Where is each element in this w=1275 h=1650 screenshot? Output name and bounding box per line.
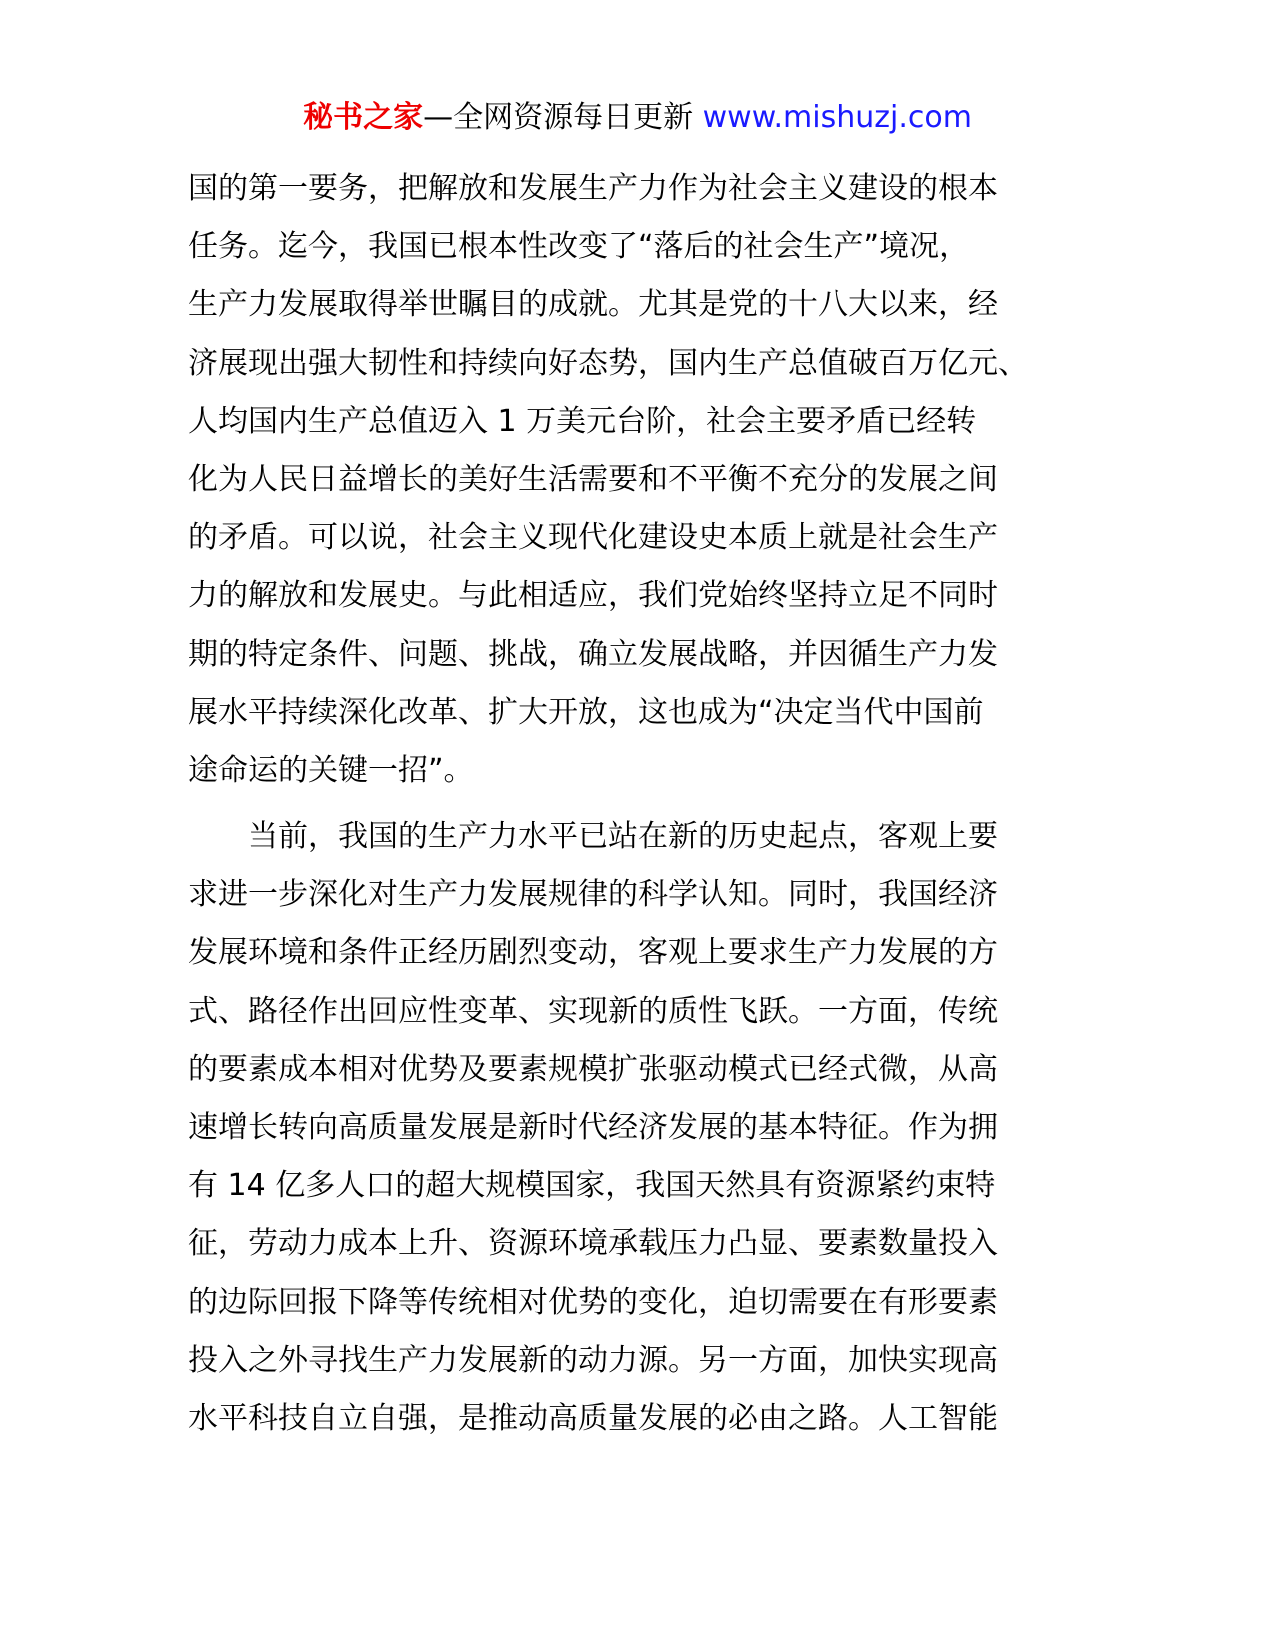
paragraph	[188, 160, 1088, 800]
text-line: 当前，我国的生产力水平已站在新的历史起点，客观上要	[188, 819, 998, 855]
text-line: 途命运的关键一招”。	[188, 752, 474, 788]
text-line: 济展现出强大韧性和持续向好态势，国内生产总值破百万亿元、	[188, 345, 1028, 381]
site-header	[0, 96, 1275, 140]
text-line: 力的解放和发展史。与此相适应，我们党始终坚持立足不同时	[188, 578, 998, 614]
text-line: 展水平持续深化改革、扩大开放，这也成为“决定当代中国前	[188, 694, 984, 730]
paragraph-spacer	[188, 800, 1088, 808]
text-line: 人均国内生产总值迈入 1 万美元台阶，社会主要矛盾已经转	[188, 403, 977, 439]
site-brand: 秘书之家	[303, 100, 424, 135]
text-line: 的边际回报下降等传统相对优势的变化，迫切需要在有形要素	[188, 1284, 998, 1320]
text-line: 国的第一要务，把解放和发展生产力作为社会主义建设的根本	[188, 171, 998, 206]
text-line: 的矛盾。可以说，社会主义现代化建设史本质上就是社会生产	[188, 520, 998, 556]
text-line: 征，劳动力成本上升、资源环境承载压力凸显、要素数量投入	[188, 1226, 998, 1262]
text-line: 求进一步深化对生产力发展规律的科学认知。同时，我国经济	[188, 877, 998, 913]
text-line: 投入之外寻找生产力发展新的动力源。另一方面，加快实现高	[188, 1342, 998, 1378]
site-url-link[interactable]: www.mishuzj.com	[702, 100, 972, 135]
site-tagline: —全网资源每日更新	[423, 100, 694, 135]
text-line: 发展环境和条件正经历剧烈变动，客观上要求生产力发展的方	[188, 935, 998, 971]
text-line: 任务。迄今，我国已根本性改变了“落后的社会生产”境况，	[188, 229, 970, 265]
text-line: 期的特定条件、问题、挑战，确立发展战略，并因循生产力发	[188, 636, 998, 672]
document-body	[188, 160, 1088, 1448]
paragraph	[188, 808, 1088, 1448]
text-line: 有 14 亿多人口的超大规模国家，我国天然具有资源紧约束特	[188, 1168, 996, 1204]
text-line: 水平科技自立自强，是推动高质量发展的必由之路。人工智能	[188, 1400, 998, 1436]
text-line: 式、路径作出回应性变革、实现新的质性飞跃。一方面，传统	[188, 993, 998, 1029]
text-line: 的要素成本相对优势及要素规模扩张驱动模式已经式微，从高	[188, 1051, 998, 1087]
text-line: 化为人民日益增长的美好生活需要和不平衡不充分的发展之间	[188, 461, 998, 497]
text-line: 生产力发展取得举世瞩目的成就。尤其是党的十八大以来，经	[188, 287, 998, 323]
text-line: 速增长转向高质量发展是新时代经济发展的基本特征。作为拥	[188, 1110, 998, 1145]
